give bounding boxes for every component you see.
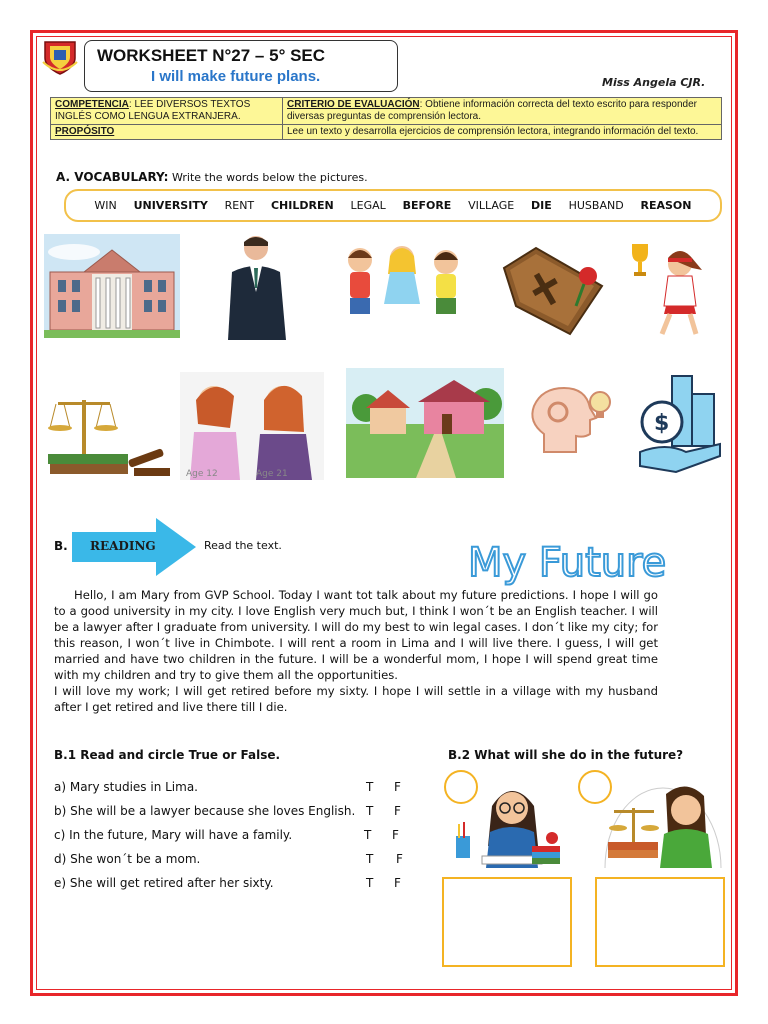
word-rent: RENT [224, 199, 255, 212]
criterio-cell: CRITERIO DE EVALUACIÓN: Obtiene información correcta del texto escrito para responder diversas preguntas de comprensión lectora. [283, 98, 722, 125]
university-building-picture [44, 234, 180, 338]
word-village: VILLAGE [468, 199, 515, 212]
proposito-text-cell [283, 125, 722, 140]
story-paragraph-1: Hello, I am Mary from GVP School. Today I want tot talk about my future predictions. I hope I will go to a good university in my city. I love English very much but, I think I won´t be an English teacher. I will be a lawyer after I graduate from university. I will do my best to win legal cases. I don´t like my city; for this reason, I won´t live in Chimbote. I will rent a room in Lima and I will live there. I guess, I will get married and have two children in the future. I will be a wonderful mom, I hope I will spend great time with my children and try to give them all the opportunities. [54, 588, 658, 682]
my-future-title [466, 534, 692, 586]
proposito-text: Lee un texto y desarrolla ejercicios de comprensión lectora, integrando información del texto. [287, 126, 699, 137]
svg-text:$: $ [654, 411, 670, 436]
before-age-women-picture [180, 372, 324, 480]
age-12-label: Age 12 [186, 469, 218, 479]
word-reason: REASON [640, 199, 692, 212]
worksheet-subtitle: I will make future plans. [151, 68, 321, 85]
proposito-cell [51, 125, 283, 140]
reading-badge: READING [90, 539, 156, 553]
teacher-name: Miss Angela CJR. [602, 76, 706, 89]
legal-scales-picture [46, 388, 174, 480]
false-option[interactable]: F [394, 876, 401, 890]
tf-question-text: d) She won´t be a mom. [54, 852, 201, 866]
section-b-letter: B. [54, 539, 68, 553]
reading-text [54, 587, 658, 715]
worksheet-title: WORKSHEET N°27 – 5° SEC [97, 46, 326, 65]
coffin-die-picture [496, 246, 612, 338]
true-option[interactable]: T [366, 876, 374, 890]
lawyer-woman-picture [604, 776, 722, 868]
false-option[interactable]: F [394, 804, 401, 818]
criterio-text: Obtiene información correcta del texto escrito para responder diversas preguntas de comprensión lectora. [287, 99, 697, 122]
word-husband: HUSBAND [568, 199, 624, 212]
children-picture [340, 240, 468, 332]
proposito-label: PROPÓSITO [55, 126, 115, 137]
answer-box-1[interactable] [442, 877, 572, 967]
word-legal: LEGAL [350, 199, 386, 212]
competencia-text: LEE DIVERSOS TEXTOS INGLÉS COMO LENGUA EXTRANJERA. [55, 99, 251, 122]
false-option[interactable]: F [392, 828, 399, 842]
reading-instruction: Read the text. [204, 539, 282, 552]
word-win: WIN [94, 199, 117, 212]
b1-title: B.1 Read and circle True or False. [54, 748, 281, 762]
competencia-cell: COMPETENCIA: LEE DIVERSOS TEXTOS INGLÉS COMO LENGUA EXTRANJERA. [51, 98, 283, 125]
tf-question-text: a) Mary studies in Lima. [54, 780, 198, 794]
word-university: UNIVERSITY [133, 199, 208, 212]
word-children: CHILDREN [270, 199, 334, 212]
tf-question-text: c) In the future, Mary will have a family. [54, 828, 293, 842]
teacher-woman-picture [452, 776, 572, 868]
vocabulary-instruction: Write the words below the pictures. [171, 171, 368, 184]
story-paragraph-2: I will love my work; I will get retired before my sixty. I hope I will settle in a village with my husband after I get retired and live there till I die. [54, 684, 658, 714]
answer-box-2[interactable] [595, 877, 725, 967]
tf-question-text: e) She will get retired after her sixty. [54, 876, 274, 890]
rent-money-building-picture [636, 372, 722, 476]
title-box [84, 40, 398, 92]
competencia-label: COMPETENCIA [55, 99, 129, 110]
village-picture [346, 368, 504, 478]
vocabulary-heading [56, 170, 368, 184]
true-option[interactable]: T [366, 852, 374, 866]
true-option[interactable]: T [366, 804, 374, 818]
criterio-label: CRITERIO DE EVALUACIÓN [287, 99, 420, 110]
b2-title: B.2 What will she do in the future? [448, 748, 684, 762]
competency-table [50, 97, 722, 140]
word-bank [64, 189, 722, 222]
age-21-label: Age 21 [256, 469, 288, 479]
win-girl-trophy-picture [626, 240, 718, 338]
false-option[interactable]: F [394, 780, 401, 794]
my-future-text: My Future [468, 540, 667, 586]
tf-question-text: b) She will be a lawyer because she loves English. [54, 804, 356, 818]
husband-man-picture [220, 232, 300, 340]
true-option[interactable]: T [364, 828, 372, 842]
word-die: DIE [531, 199, 552, 212]
school-crest-logo [42, 38, 78, 76]
reason-head-idea-picture [524, 382, 618, 462]
word-before: BEFORE [402, 199, 452, 212]
false-option[interactable]: F [396, 852, 403, 866]
true-option[interactable]: T [366, 780, 374, 794]
vocabulary-title: A. VOCABULARY: [56, 170, 169, 184]
